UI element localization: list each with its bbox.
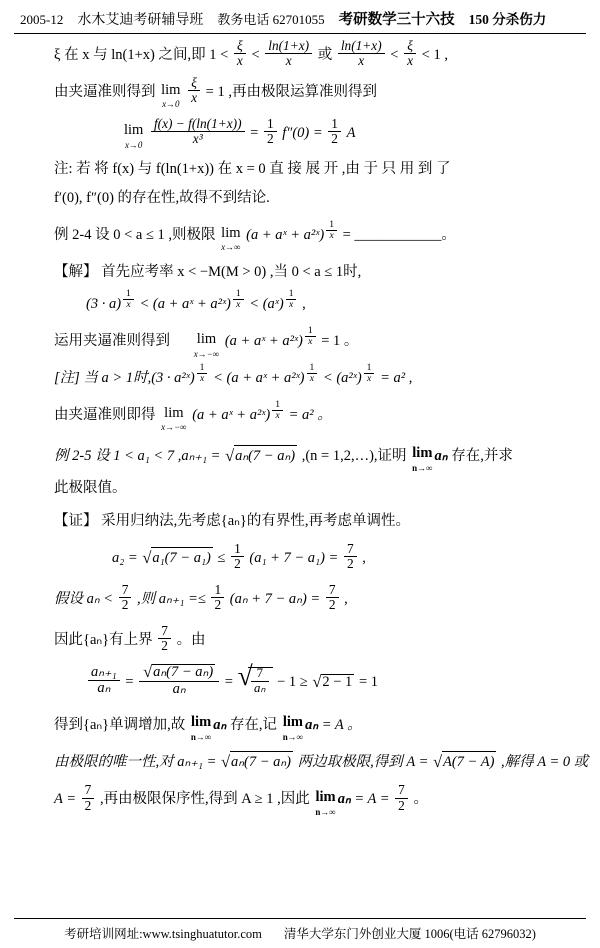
text-run: 由夹逼准则即得 <box>54 407 156 424</box>
solution-heading <box>26 262 576 284</box>
text-run: ξ 在 x 与 ln(1+x) 之间,即 1 < <box>54 47 229 64</box>
header-title: 考研数学三十六技 <box>338 12 455 28</box>
math-line-note-inequality <box>26 361 576 390</box>
text-run: = 1 <box>358 674 378 691</box>
text-run: < 1 , <box>421 47 448 64</box>
conjunction: 或 <box>317 47 333 64</box>
note-line-1 <box>26 159 576 181</box>
footer-address: 清华大学东门外创业大厦 1006(电话 62796032) <box>283 927 536 941</box>
text-run: 得到{aₙ}单调增加,故 <box>54 716 186 733</box>
relation: − 1 ≥ <box>277 674 308 691</box>
example-2-4-statement <box>26 218 576 253</box>
text-run: = a² , <box>380 370 413 387</box>
text-run: 例 2-5 设 1 < a₁ < 7 ,aₙ₊₁ = <box>54 447 221 464</box>
text-run: , <box>302 296 306 313</box>
math-line-3-display <box>26 115 576 151</box>
text-run: 此极限值。 <box>54 480 127 497</box>
limit-operator: lim x→−∞ <box>193 331 220 359</box>
expression: (a + aˣ + a²ˣ) <box>224 333 303 350</box>
page-header <box>14 0 586 34</box>
exponent-fraction: $\frac{1}{x}$ <box>272 400 283 422</box>
fraction: $\frac{\text{aₙ₊₁}}{\text{aₙ}}$ <box>88 665 120 697</box>
square-root-large: √ $\frac{7}{\text{aₙ}}$ <box>238 667 273 698</box>
text-run: a₂ = <box>112 550 138 567</box>
header-subtitle: 150 分杀伤力 <box>468 12 547 27</box>
exponent-fraction: $\frac{1}{x}$ <box>364 363 375 385</box>
text-run: 例 2-4 设 0 < a ≤ 1 ,则极限 <box>54 227 216 244</box>
text-run: = A 。 <box>321 716 362 733</box>
square-root: √ a₁(7 − a₁) <box>142 547 213 570</box>
math-line-upperbound <box>26 622 576 656</box>
text-run: = a² 。 <box>288 407 332 424</box>
fraction: $\frac{7}{2}$ <box>395 783 408 813</box>
expression: (a₁ + 7 − a₁) = <box>249 550 339 567</box>
header-date: 2005-12 <box>20 12 64 27</box>
exponent-fraction: $\frac{1}{x}$ <box>197 363 208 385</box>
limit-operator: lim n→∞ <box>190 714 212 743</box>
limit-body: aₙ <box>434 447 448 464</box>
math-line-squeeze-1 <box>26 327 576 357</box>
expression: (a + aˣ + a²ˣ) <box>246 227 325 244</box>
text-run: 注: 若 将 f(x) 与 f(ln(1+x)) 在 x = 0 直 接 展 开 ,由 于 只 用 到 了 <box>54 161 451 178</box>
exponent-fraction: $\frac{1}{x}$ <box>286 289 297 311</box>
fraction: $\frac{\xi}{x}$ <box>404 39 416 69</box>
page-footer <box>14 918 586 942</box>
fraction: $\frac{1}{2}$ <box>231 542 244 572</box>
math-line-conclusion <box>26 782 576 817</box>
limit-operator: lim x→−∞ <box>161 404 187 433</box>
limit-body: aₙ <box>337 791 351 808</box>
expression: < (a²ˣ) <box>322 370 362 387</box>
fraction: $\frac{7}{2}$ <box>344 542 357 572</box>
proof-heading <box>26 511 576 533</box>
fraction: $\frac{\xi}{x}$ <box>234 39 246 69</box>
text-run: 两边取极限,得到 A = <box>297 754 429 771</box>
square-root: √ aₙ(7 − aₙ) <box>221 751 293 774</box>
relation: ≤ <box>217 550 226 567</box>
limit-body: aₙ <box>213 716 227 733</box>
text-run: 。 <box>413 791 428 808</box>
text-run: , <box>344 590 348 607</box>
example-2-5-statement <box>26 442 576 472</box>
exponent-fraction: $\frac{1}{x}$ <box>307 363 318 385</box>
fraction: $\frac{1}{2}$ <box>328 117 341 147</box>
math-line-squeeze-2 <box>26 398 576 433</box>
text-run: 【证】 采用归纳法,先考虑{aₙ}的有界性,再考虑单调性。 <box>54 513 411 530</box>
fraction: $\frac{\xi}{x}$ <box>188 76 200 106</box>
text-run: ,(n = 1,2,…),证明 <box>301 447 407 464</box>
fraction: $\frac{7}{2}$ <box>82 783 95 813</box>
text-run: = ____________。 <box>342 227 456 244</box>
exponent-fraction: $\frac{1}{x}$ <box>233 289 244 311</box>
text-run: = A = <box>354 791 390 808</box>
text-run: 运用夹逼准则得到 <box>54 333 170 350</box>
limit-operator: lim n→∞ <box>282 714 304 743</box>
text-run: 假设 aₙ < <box>54 590 114 607</box>
text-run: 由极限的唯一性,对 aₙ₊₁ = <box>54 754 217 771</box>
text-run: , <box>362 550 366 567</box>
text-run: = 1 ,再由极限运算准则得到 <box>205 84 377 101</box>
math-line-a2 <box>26 540 576 574</box>
limit-operator: lim x→0 <box>124 122 144 151</box>
text-run: ,解得 A = 0 或 <box>501 754 589 771</box>
math-line-inequality-1 <box>26 288 576 316</box>
fraction: √ $\frac{\text{aₙ(7 − aₙ)}}{\text{aₙ}}$ <box>139 664 219 697</box>
relation: = <box>250 124 259 141</box>
fraction: $\frac{7}{2}$ <box>326 583 339 613</box>
text-run: ,再由极限保序性,得到 A ≥ 1 ,因此 <box>99 791 310 808</box>
expression: < (a + aˣ + a²ˣ) <box>213 370 305 387</box>
fraction: $\frac{\ln(1+x)}{x}$ <box>338 39 385 69</box>
exponent-fraction: $\frac{1}{x}$ <box>326 220 337 242</box>
math-line-monotone <box>26 711 576 741</box>
fraction: $\frac{7}{2}$ <box>158 624 171 654</box>
fraction: $\frac{1}{2}$ <box>211 583 224 613</box>
math-line-ratio <box>26 663 576 699</box>
text-run: 存在,记 <box>229 716 278 733</box>
fraction: $\frac{1}{2}$ <box>264 117 277 147</box>
text-run: A = <box>54 791 77 808</box>
header-organization: 水木艾迪考研辅导班 <box>77 13 204 28</box>
text-run: 由夹逼准则得到 <box>54 84 156 101</box>
math-line-induction <box>26 581 576 615</box>
document-body <box>14 34 589 817</box>
fraction: $\frac{7}{2}$ <box>119 583 132 613</box>
text-run: A <box>346 124 356 141</box>
fraction: $\frac{f(x) - f(\ln(1+x))}{\text{x³}}$ <box>151 117 245 147</box>
expression: (a + aˣ + a²ˣ) <box>192 407 271 424</box>
text-run: [注] 当 a > 1时,(3 · a²ˣ) <box>54 370 195 387</box>
relation: < <box>251 47 260 64</box>
relation: = <box>224 674 233 691</box>
math-line-2 <box>26 74 576 110</box>
relation: = <box>125 674 134 691</box>
square-root: √ aₙ(7 − aₙ) <box>225 445 297 468</box>
expression: < (a + aˣ + a²ˣ) <box>139 296 231 313</box>
text-run: ,则 aₙ₊₁ =≤ <box>136 590 206 607</box>
expression: (3 · a) <box>86 296 122 313</box>
limit-operator: lim n→∞ <box>412 445 433 474</box>
text-run: f″(0) = <box>282 124 323 141</box>
expression: (aₙ + 7 − aₙ) = <box>229 590 321 607</box>
square-root: √ aₙ(7 − aₙ) <box>143 664 215 681</box>
text-run: 。由 <box>176 631 206 648</box>
math-line-1 <box>26 38 576 71</box>
square-root: √ 2 − 1 <box>312 674 354 691</box>
limit-operator: lim x→0 <box>161 81 181 110</box>
fraction: $\frac{\ln(1+x)}{x}$ <box>265 39 312 69</box>
header-telephone: 教务电话 62701055 <box>217 12 325 27</box>
text-run: 因此{aₙ}有上界 <box>54 631 153 648</box>
math-line-uniqueness <box>26 751 589 774</box>
relation: < <box>390 47 399 64</box>
example-2-5-statement-cont <box>26 478 576 500</box>
text-run: f′(0), f″(0) 的存在性,故得不到结论. <box>54 190 270 207</box>
text-run: = 1 。 <box>321 333 359 350</box>
footer-website: 考研培训网址:www.tsinghuatutor.com <box>64 927 262 941</box>
limit-operator: lim x→∞ <box>221 224 241 253</box>
limit-body: aₙ <box>305 716 319 733</box>
text-run: 【解】 首先应考率 x < −M(M > 0) ,当 0 < a ≤ 1时, <box>54 263 362 280</box>
text-run: 存在,并求 <box>451 447 513 464</box>
exponent-fraction: $\frac{1}{x}$ <box>123 289 134 311</box>
square-root: √ A(7 − A) <box>433 751 496 774</box>
limit-operator: lim n→∞ <box>315 788 336 817</box>
exponent-fraction: $\frac{1}{x}$ <box>305 326 316 348</box>
expression: < (aˣ) <box>249 296 284 313</box>
note-line-2 <box>26 188 576 210</box>
